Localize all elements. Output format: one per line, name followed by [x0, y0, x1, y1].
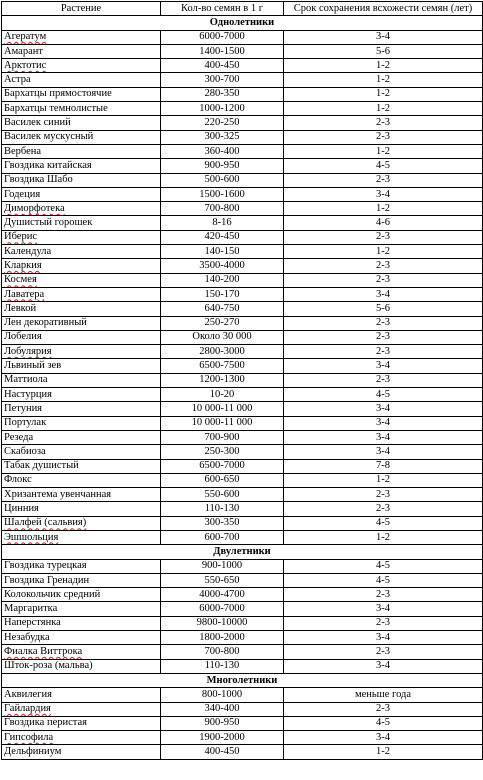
viability-cell: 3-4: [284, 602, 483, 616]
table-row: [2, 116, 483, 130]
plant-name: Бархатцы темнолистые: [4, 102, 108, 114]
seed-count-cell: 6000-7000: [161, 30, 284, 44]
header-viability: Срок сохранения всхожести семян (лет): [284, 2, 483, 16]
plant-name-cell: [2, 602, 161, 616]
seed-count-cell: 1400-1500: [161, 44, 284, 58]
table-row: [2, 616, 483, 630]
table-row: [2, 459, 483, 473]
table-row: [2, 30, 483, 44]
viability-cell: 3-4: [284, 631, 483, 645]
seed-count-cell: 110-130: [161, 659, 284, 673]
seed-count-cell: 1800-2000: [161, 631, 284, 645]
plant-name-cell: [2, 702, 161, 716]
plant-name: Маттиола: [4, 374, 48, 386]
plant-name: Диморфотека: [4, 202, 65, 214]
viability-cell: 5-6: [284, 44, 483, 58]
table-row: [2, 745, 483, 759]
seed-count-cell: 1200-1300: [161, 373, 284, 387]
plant-name: Шалфей (сальвия): [4, 517, 87, 529]
plant-name-cell: [2, 359, 161, 373]
viability-cell: 1-2: [284, 202, 483, 216]
viability-cell: 2-3: [284, 616, 483, 630]
plant-name-cell: [2, 30, 161, 44]
table-row: [2, 445, 483, 459]
seed-count-cell: 400-450: [161, 59, 284, 73]
seed-count-cell: 800-1000: [161, 688, 284, 702]
seed-count-cell: 1500-1600: [161, 187, 284, 201]
plant-name: Иберис: [4, 231, 37, 243]
plant-name: Гвоздика турецкая: [4, 560, 87, 572]
plant-name: Космея: [4, 274, 37, 286]
plant-name: Василек синий: [4, 117, 71, 129]
seed-count-cell: 300-700: [161, 73, 284, 87]
seed-count-cell: 360-400: [161, 144, 284, 158]
plant-name-cell: [2, 59, 161, 73]
plant-name: Вербена: [4, 145, 42, 157]
table-row: [2, 187, 483, 201]
seed-count-cell: 550-650: [161, 573, 284, 587]
table-row: [2, 516, 483, 530]
seed-count-cell: 420-450: [161, 230, 284, 244]
seed-count-cell: 280-350: [161, 87, 284, 101]
plant-name-cell: [2, 488, 161, 502]
seed-count-cell: 500-600: [161, 173, 284, 187]
viability-cell: 4-5: [284, 516, 483, 530]
viability-cell: 3-4: [284, 659, 483, 673]
table-row: [2, 573, 483, 587]
plant-name-cell: [2, 202, 161, 216]
viability-cell: 4-5: [284, 559, 483, 573]
table-row: [2, 287, 483, 301]
seed-count-cell: 10 000-11 000: [161, 416, 284, 430]
viability-cell: 3-4: [284, 287, 483, 301]
table-row: [2, 373, 483, 387]
plant-name-cell: [2, 631, 161, 645]
plant-name-cell: [2, 102, 161, 116]
plant-name: Хризантема увенчанная: [4, 488, 112, 500]
table-row: [2, 102, 483, 116]
viability-cell: 3-4: [284, 430, 483, 444]
table-row: [2, 130, 483, 144]
header-plant: Растение: [2, 2, 161, 16]
seed-count-cell: 9800-10000: [161, 616, 284, 630]
seed-count-cell: 1000-1200: [161, 102, 284, 116]
viability-cell: 2-3: [284, 259, 483, 273]
seed-count-cell: 220-250: [161, 116, 284, 130]
plant-name-cell: [2, 588, 161, 602]
seed-count-cell: 300-350: [161, 516, 284, 530]
viability-cell: 3-4: [284, 402, 483, 416]
plant-name-cell: [2, 530, 161, 544]
plant-name: Резеда: [4, 431, 34, 443]
table-row: [2, 73, 483, 87]
plant-name: Наперстянка: [4, 617, 61, 629]
plant-name: Маргаритка: [4, 603, 58, 615]
table-row: [2, 345, 483, 359]
plant-name: Дельфиниум: [4, 746, 62, 758]
table-row: [2, 330, 483, 344]
plant-name-cell: [2, 87, 161, 101]
plant-name-cell: [2, 616, 161, 630]
plant-name-cell: [2, 688, 161, 702]
viability-cell: 4-5: [284, 388, 483, 402]
table-row: [2, 59, 483, 73]
plant-name-cell: [2, 345, 161, 359]
plant-name-cell: [2, 502, 161, 516]
plant-name-cell: [2, 445, 161, 459]
plant-name: Астра: [4, 74, 31, 86]
seed-count-cell: 600-700: [161, 530, 284, 544]
plant-name-cell: [2, 473, 161, 487]
table-row: [2, 716, 483, 730]
table-row: [2, 273, 483, 287]
plant-name-cell: [2, 187, 161, 201]
header-seed-count: Кол-во семян в 1 г: [161, 2, 284, 16]
plant-name-cell: [2, 230, 161, 244]
plant-name: Флокс: [4, 474, 32, 486]
viability-cell: 2-3: [284, 116, 483, 130]
plant-name-cell: [2, 144, 161, 158]
plant-name: Эшшольция: [4, 531, 59, 543]
table-row: [2, 230, 483, 244]
plant-name-cell: [2, 302, 161, 316]
plant-name: Скабиоза: [4, 445, 46, 457]
plant-name: Годеция: [4, 188, 41, 200]
table-row: [2, 87, 483, 101]
header-row: [2, 2, 483, 16]
seed-count-cell: 3500-4000: [161, 259, 284, 273]
viability-cell: 2-3: [284, 345, 483, 359]
seed-count-cell: 10-20: [161, 388, 284, 402]
plant-name: Бархатцы прямостоячие: [4, 88, 112, 100]
viability-cell: 2-3: [284, 373, 483, 387]
section-title: Многолетники: [2, 673, 483, 687]
table-row: [2, 359, 483, 373]
viability-cell: 1-2: [284, 245, 483, 259]
seed-count-cell: 700-800: [161, 645, 284, 659]
seed-table: [1, 1, 483, 760]
viability-cell: 1-2: [284, 87, 483, 101]
section-header: [2, 673, 483, 687]
plant-name-cell: [2, 459, 161, 473]
table-row: [2, 202, 483, 216]
seed-count-cell: 550-600: [161, 488, 284, 502]
seed-count-cell: 150-170: [161, 287, 284, 301]
plant-name: Колокольчик средний: [4, 588, 101, 600]
viability-cell: 1-2: [284, 745, 483, 759]
plant-name-cell: [2, 44, 161, 58]
table-row: [2, 245, 483, 259]
seed-count-cell: 140-200: [161, 273, 284, 287]
plant-name: Кларкия: [4, 259, 42, 271]
table-row: [2, 702, 483, 716]
plant-name: Табак душистый: [4, 460, 79, 472]
plant-name: Гвоздика китайская: [4, 159, 92, 171]
table-row: [2, 488, 483, 502]
viability-cell: 7-8: [284, 459, 483, 473]
plant-name-cell: [2, 559, 161, 573]
plant-name-cell: [2, 116, 161, 130]
seed-count-cell: 900-950: [161, 159, 284, 173]
plant-name: Незабудка: [4, 631, 50, 643]
plant-name-cell: [2, 173, 161, 187]
plant-name-cell: [2, 388, 161, 402]
seed-count-cell: 300-325: [161, 130, 284, 144]
seed-count-cell: 6000-7000: [161, 602, 284, 616]
seed-count-cell: 6500-7500: [161, 359, 284, 373]
viability-cell: 4-5: [284, 159, 483, 173]
viability-cell: 2-3: [284, 130, 483, 144]
plant-name: Гвоздика перистая: [4, 717, 87, 729]
table-row: [2, 731, 483, 745]
section-header: [2, 16, 483, 30]
viability-cell: 2-3: [284, 488, 483, 502]
plant-name: Амарант: [4, 45, 43, 57]
seed-count-cell: 900-950: [161, 716, 284, 730]
viability-cell: 2-3: [284, 173, 483, 187]
table-row: [2, 502, 483, 516]
table-row: [2, 173, 483, 187]
plant-name-cell: [2, 516, 161, 530]
plant-name: Гипсофила: [4, 731, 54, 743]
plant-name: Петуния: [4, 402, 43, 414]
plant-name: Календула: [4, 245, 52, 257]
table-row: [2, 530, 483, 544]
plant-name: Гвоздика Шабо: [4, 174, 73, 186]
plant-name: Портулак: [4, 417, 47, 429]
plant-name-cell: [2, 245, 161, 259]
plant-name: Душистый горошек: [4, 217, 93, 229]
viability-cell: 2-3: [284, 273, 483, 287]
plant-name-cell: [2, 402, 161, 416]
plant-name-cell: [2, 273, 161, 287]
plant-name-cell: [2, 73, 161, 87]
seed-count-cell: 10 000-11 000: [161, 402, 284, 416]
plant-name: Шток-роза (мальва): [4, 660, 93, 672]
plant-name-cell: [2, 731, 161, 745]
table-row: [2, 44, 483, 58]
seed-count-cell: 700-900: [161, 430, 284, 444]
table-row: [2, 402, 483, 416]
viability-cell: 2-3: [284, 702, 483, 716]
viability-cell: 2-3: [284, 330, 483, 344]
plant-name: Львиный зев: [4, 360, 62, 372]
table-row: [2, 144, 483, 158]
seed-count-cell: 1900-2000: [161, 731, 284, 745]
viability-cell: 3-4: [284, 731, 483, 745]
section-title: Двулетники: [2, 545, 483, 559]
viability-cell: 2-3: [284, 588, 483, 602]
plant-name: Лобулярия: [4, 345, 52, 357]
table-row: [2, 473, 483, 487]
seed-count-cell: 140-150: [161, 245, 284, 259]
viability-cell: 4-5: [284, 573, 483, 587]
viability-cell: 3-4: [284, 359, 483, 373]
table-row: [2, 631, 483, 645]
seed-count-cell: 340-400: [161, 702, 284, 716]
viability-cell: 4-5: [284, 716, 483, 730]
table-row: [2, 645, 483, 659]
viability-cell: 1-2: [284, 530, 483, 544]
table-row: [2, 416, 483, 430]
plant-name-cell: [2, 416, 161, 430]
plant-name-cell: [2, 159, 161, 173]
viability-cell: 5-6: [284, 302, 483, 316]
viability-cell: 2-3: [284, 502, 483, 516]
table-row: [2, 216, 483, 230]
viability-cell: 3-4: [284, 445, 483, 459]
plant-name: Василек мускусный: [4, 131, 94, 143]
viability-cell: 3-4: [284, 187, 483, 201]
plant-name-cell: [2, 130, 161, 144]
plant-name-cell: [2, 745, 161, 759]
seed-count-cell: 600-650: [161, 473, 284, 487]
section-header: [2, 545, 483, 559]
table-row: [2, 588, 483, 602]
plant-name-cell: [2, 216, 161, 230]
plant-name: Арктотис: [4, 59, 47, 71]
plant-name-cell: [2, 430, 161, 444]
plant-name: Настурция: [4, 388, 52, 400]
viability-cell: 1-2: [284, 144, 483, 158]
plant-name: Лен декоративный: [4, 317, 87, 329]
table-row: [2, 302, 483, 316]
table-row: [2, 316, 483, 330]
table-row: [2, 659, 483, 673]
table-row: [2, 688, 483, 702]
table-row: [2, 388, 483, 402]
plant-name: Лаватера: [4, 288, 45, 300]
viability-cell: 1-2: [284, 102, 483, 116]
viability-cell: 2-3: [284, 230, 483, 244]
table-row: [2, 602, 483, 616]
viability-cell: 1-2: [284, 473, 483, 487]
seed-count-cell: 250-270: [161, 316, 284, 330]
seed-count-cell: Около 30 000: [161, 330, 284, 344]
table-body: [2, 16, 483, 759]
plant-name-cell: [2, 330, 161, 344]
viability-cell: 3-4: [284, 30, 483, 44]
viability-cell: 4-6: [284, 216, 483, 230]
table-row: [2, 559, 483, 573]
seed-count-cell: 8-16: [161, 216, 284, 230]
viability-cell: 1-2: [284, 73, 483, 87]
section-title: Однолетники: [2, 16, 483, 30]
viability-cell: меньше года: [284, 688, 483, 702]
plant-name: Лобелия: [4, 331, 42, 343]
seed-count-cell: 250-300: [161, 445, 284, 459]
seed-count-cell: 900-1000: [161, 559, 284, 573]
seed-count-cell: 4000-4700: [161, 588, 284, 602]
table-row: [2, 159, 483, 173]
plant-name: Цинния: [4, 503, 39, 515]
plant-name-cell: [2, 659, 161, 673]
seed-count-cell: 640-750: [161, 302, 284, 316]
viability-cell: 2-3: [284, 316, 483, 330]
seed-count-cell: 110-130: [161, 502, 284, 516]
plant-name: Гайлардия: [4, 703, 51, 715]
plant-name-cell: [2, 287, 161, 301]
seed-count-cell: 400-450: [161, 745, 284, 759]
plant-name: Левкой: [4, 302, 37, 314]
plant-name: Фиалка Виттрока: [4, 646, 83, 657]
table-row: [2, 430, 483, 444]
plant-name-cell: [2, 716, 161, 730]
table-row: [2, 259, 483, 273]
viability-cell: 2-3: [284, 645, 483, 659]
seed-count-cell: 700-800: [161, 202, 284, 216]
plant-name-cell: [2, 259, 161, 273]
viability-cell: 3-4: [284, 416, 483, 430]
plant-name-cell: [2, 373, 161, 387]
plant-name: Гвоздика Гренадин: [4, 574, 90, 586]
plant-name-cell: [2, 316, 161, 330]
seed-count-cell: 6500-7000: [161, 459, 284, 473]
plant-name-cell: [2, 645, 161, 659]
plant-name-cell: [2, 573, 161, 587]
plant-name: Аквилегия: [4, 688, 52, 700]
seed-count-cell: 2800-3000: [161, 345, 284, 359]
plant-name: Агератум: [4, 31, 47, 43]
viability-cell: 1-2: [284, 59, 483, 73]
